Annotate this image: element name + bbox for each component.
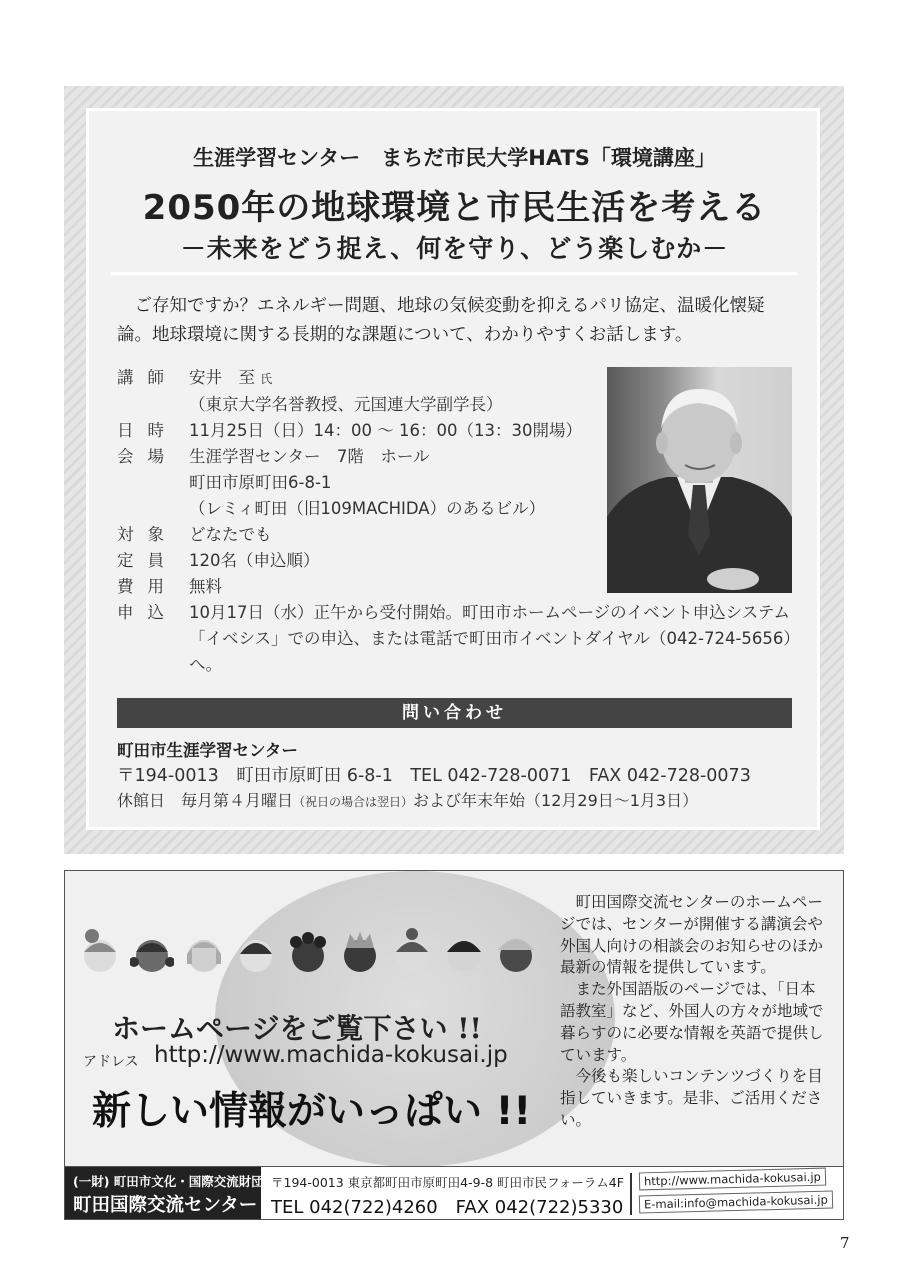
detail-label: 会場 xyxy=(117,447,178,466)
homepage-url-link[interactable]: http://www.machida-kokusai.jp xyxy=(154,1042,508,1068)
hours-main: 休館日 毎月第４月曜日 xyxy=(117,791,294,810)
lecturer-title: （東京大学名誉教授、元国連大学副学長） xyxy=(189,395,503,414)
inquiry-hours xyxy=(117,788,698,811)
lecturer-portrait-icon xyxy=(607,367,792,593)
detail-label: 申込 xyxy=(117,603,178,622)
detail-value: どなたでも xyxy=(189,525,272,544)
org-foundation: (一財) 町田市文化・国際交流財団 xyxy=(73,1174,264,1189)
lecture-intro: ご存知ですか？エネルギー問題、地球の気候変動を抑えるパリ協定、温暖化懐疑論。地球環境に関する長期的な課題について、わかりやすくお話します。 xyxy=(117,296,765,345)
hours-note: （祝日の場合は翌日） xyxy=(293,795,414,809)
venue-address: 町田市原町田6-8-1 xyxy=(189,473,332,492)
lecture-sub-heading: －未来をどう捉え、何を守り、どう楽しむか－ xyxy=(180,234,729,263)
detail-row-application xyxy=(117,600,797,678)
page-number: 7 xyxy=(840,1234,850,1252)
face-icon xyxy=(286,928,330,980)
face-icon xyxy=(494,928,538,980)
new-info-heading: 新しい情報がいっぱい !! xyxy=(92,1089,532,1134)
hours-holidays: および年末年始（12月29日～1月3日） xyxy=(413,791,699,810)
venue-note: （レミィ町田（旧109MACHIDA）のあるビル） xyxy=(189,499,546,518)
face-icon xyxy=(182,928,226,980)
face-icon xyxy=(78,928,122,980)
face-icon xyxy=(442,928,486,980)
detail-label: 費用 xyxy=(117,577,178,596)
inquiry-address: 〒194-0013 町田市原町田 6-8-1 TEL 042-728-0071 FAX 042-728-0073 xyxy=(117,766,751,786)
detail-value: 生涯学習センター 7階 ホール xyxy=(189,447,430,466)
footer-org xyxy=(65,1167,264,1219)
faces-illustration xyxy=(78,928,538,984)
detail-value: 11月25日（日）14：00 ～ 16：00（13：30開場） xyxy=(189,421,582,440)
detail-value: 10月17日（水）正午から受付開始。町田市ホームページのイベント申込システム「イベシス」での申込、または電話で町田市イベントダイヤル（042-724-5656）へ。 xyxy=(189,603,792,674)
inquiry-bar: 問い合わせ xyxy=(117,698,792,728)
detail-label: 対象 xyxy=(117,525,178,544)
lecturer-name: 安井 至 xyxy=(189,368,255,387)
lecturer-honorific: 氏 xyxy=(260,372,273,386)
footer-website-link[interactable]: http://www.machida-kokusai.jp xyxy=(639,1168,826,1191)
face-icon xyxy=(338,928,382,980)
description-paragraph: 町田国際交流センターのホームページでは、センターが開催する講演会や外国人向けの相談会のお知らせのほか最新の情報を提供しています。 xyxy=(560,893,824,977)
face-icon xyxy=(234,928,278,980)
face-icon xyxy=(130,928,174,980)
detail-label: 日時 xyxy=(117,421,178,440)
lecturer-photo xyxy=(607,367,792,593)
address-label: アドレス xyxy=(83,1054,139,1070)
title-divider xyxy=(111,272,797,275)
lecture-subtitle: 生涯学習センター まちだ市民大学HATS「環境講座」 xyxy=(193,146,716,170)
detail-value: 無料 xyxy=(189,577,222,596)
org-center-name: 町田国際交流センター xyxy=(73,1195,258,1216)
detail-value: 120名（申込順） xyxy=(189,551,320,570)
face-icon xyxy=(390,928,434,980)
description-paragraph: また外国語版のページでは、「日本語教室」など、外国人の方々が地域で暮らすのに必要な情報を英語で提供しています。 xyxy=(560,980,824,1064)
footer-address: 〒194-0013 東京都町田市原町田4-9-8 町田市民フォーラム4F xyxy=(271,1175,624,1190)
detail-label: 定員 xyxy=(117,551,178,570)
inquiry-name: 町田市生涯学習センター xyxy=(117,741,298,760)
footer-email-link[interactable]: E-mail:info@machida-kokusai.jp xyxy=(639,1190,833,1213)
kokusai-description xyxy=(560,892,825,1132)
lecture-title: 2050年の地球環境と市民生活を考える xyxy=(142,188,767,228)
homepage-title: ホームページをご覧下さい !! xyxy=(112,1012,482,1045)
detail-label: 講師 xyxy=(117,368,178,387)
description-paragraph: 今後も楽しいコンテンツづくりを目指していきます。是非、ご活用ください。 xyxy=(560,1067,823,1129)
footer-divider xyxy=(630,1173,632,1215)
footer-tel-fax: TEL 042(722)4260 FAX 042(722)5330 xyxy=(271,1197,624,1218)
footer xyxy=(64,1166,844,1220)
